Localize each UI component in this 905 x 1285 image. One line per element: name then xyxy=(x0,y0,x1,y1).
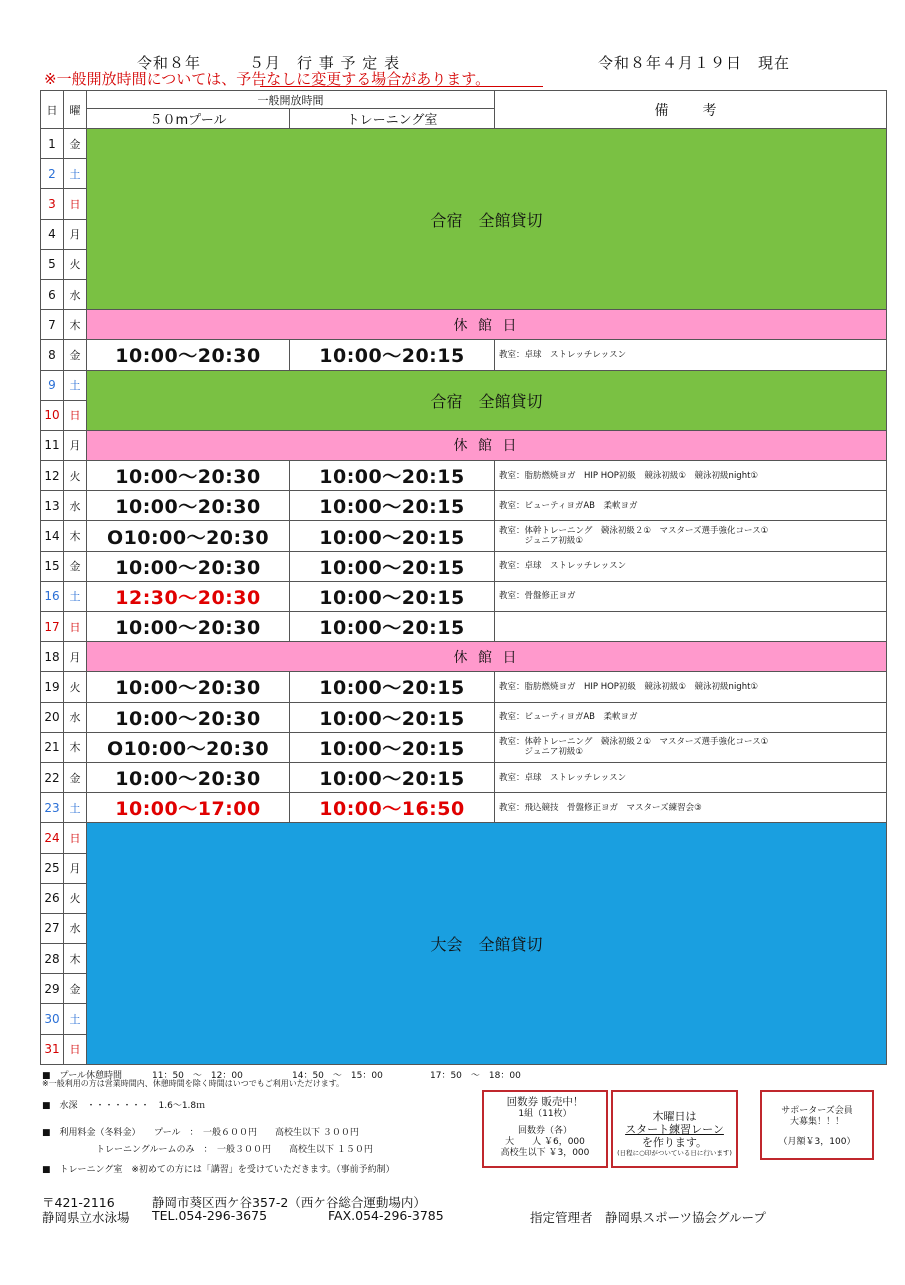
weekday: 金 xyxy=(64,340,87,370)
pool-hours: 10:00～20:30 xyxy=(87,612,290,642)
ticket-adult: 大 人 ￥6，000 xyxy=(505,1137,585,1147)
weekday: 日 xyxy=(64,189,87,219)
break-label: ■ プール休憩時間 xyxy=(42,1071,123,1081)
day-number: 1 xyxy=(41,129,64,159)
class-note: 教室：体幹トレーニング 競泳初級２① マスターズ選手強化コース① ジュニア初級① xyxy=(495,732,887,762)
pool-hours: O10:00～20:30 xyxy=(87,521,290,551)
ticket-label: 回数券（各） xyxy=(517,1126,572,1136)
day-number: 8 xyxy=(41,340,64,370)
manager: 指定管理者 静岡県スポーツ協会グループ xyxy=(530,1210,767,1225)
weekday: 日 xyxy=(64,823,87,853)
weekday: 木 xyxy=(64,944,87,974)
break-note: ※一般利用の方は営業時間内、休憩時間を除く時間はいつでもご利用いただけます。 xyxy=(42,1079,345,1088)
day-number: 16 xyxy=(41,581,64,611)
weekday: 木 xyxy=(64,310,87,340)
weekday: 月 xyxy=(64,853,87,883)
day-number: 5 xyxy=(41,249,64,279)
training-hours: 10:00～16:50 xyxy=(290,793,495,823)
training-note: ■ トレーニング室 ※初めての方には「講習」を受けていただきます。（事前予約制） xyxy=(42,1165,395,1175)
day-number: 18 xyxy=(41,642,64,672)
weekday: 日 xyxy=(64,612,87,642)
pool-hours: 10:00～17:00 xyxy=(87,793,290,823)
weekday: 火 xyxy=(64,883,87,913)
pool-hours: 10:00～20:30 xyxy=(87,672,290,702)
table-row xyxy=(41,551,887,581)
pool-hours: 10:00～20:30 xyxy=(87,340,290,370)
training-header: トレーニング室 xyxy=(290,109,495,129)
class-note: 教室：卓球 ストレッチレッスン xyxy=(495,340,887,370)
day-number: 6 xyxy=(41,279,64,309)
class-note: 教室：骨盤修正ヨガ xyxy=(495,581,887,611)
day-number: 2 xyxy=(41,159,64,189)
facility-name: 静岡県立水泳場 xyxy=(42,1210,130,1225)
weekday: 月 xyxy=(64,219,87,249)
ticket-student: 高校生以下 ￥3，000 xyxy=(500,1148,590,1158)
weekday: 木 xyxy=(64,521,87,551)
fee-pool: ■ 利用料金（冬料金） プール ： 一般６００円 高校生以下 ３００円 xyxy=(42,1128,359,1138)
class-note: 教室：飛込競技 骨盤修正ヨガ マスターズ練習会③ xyxy=(495,793,887,823)
day-number: 26 xyxy=(41,883,64,913)
day-number: 15 xyxy=(41,551,64,581)
day-number: 4 xyxy=(41,219,64,249)
tournament-block: 大会 全館貸切 xyxy=(87,823,887,1065)
page-title: 令和８年 ５月 行 事 予 定 表 xyxy=(137,54,401,72)
table-row xyxy=(41,491,887,521)
thursday-line-2: スタート練習レーン xyxy=(625,1123,724,1136)
day-number: 12 xyxy=(41,461,64,491)
table-row xyxy=(41,702,887,732)
weekday: 土 xyxy=(64,793,87,823)
weekday: 金 xyxy=(64,762,87,792)
pool-depth: ■ 水深 ・・・・・・・ 1.6～1.8ｍ xyxy=(42,1101,206,1111)
pool-hours: 10:00～20:30 xyxy=(87,551,290,581)
weekday: 火 xyxy=(64,249,87,279)
table-row xyxy=(41,823,887,853)
break-time-1: 11：50 ～ 12：00 xyxy=(152,1071,243,1081)
table-row xyxy=(41,732,887,762)
day-number: 28 xyxy=(41,944,64,974)
fax: FAX.054-296-3785 xyxy=(328,1208,444,1223)
supporter-box xyxy=(760,1090,874,1160)
training-hours: 10:00～20:15 xyxy=(290,732,495,762)
day-number: 21 xyxy=(41,732,64,762)
day-number: 22 xyxy=(41,762,64,792)
as-of-date: 令和８年４月１９日 現在 xyxy=(598,54,791,72)
day-number: 3 xyxy=(41,189,64,219)
class-note xyxy=(495,612,887,642)
table-row xyxy=(41,581,887,611)
pool-hours: 10:00～20:30 xyxy=(87,702,290,732)
ticket-sub: 1組（11枚） xyxy=(518,1109,572,1119)
table-row xyxy=(41,430,887,460)
supporter-line-3: （月額￥3，100） xyxy=(778,1137,856,1147)
break-time-3: 17：50 ～ 18：00 xyxy=(430,1071,521,1081)
thursday-line-1: 木曜日は xyxy=(652,1110,697,1123)
training-hours: 10:00～20:15 xyxy=(290,461,495,491)
closed-day-block: 休 館 日 xyxy=(87,310,887,340)
weekday: 月 xyxy=(64,430,87,460)
weekday: 火 xyxy=(64,461,87,491)
address: 静岡市葵区西ケ谷357-2（西ケ谷総合運動場内） xyxy=(152,1195,426,1210)
day-number: 27 xyxy=(41,913,64,943)
remarks-header: 備 考 xyxy=(495,91,887,129)
table-row xyxy=(41,370,887,400)
day-number: 24 xyxy=(41,823,64,853)
camp-block: 合宿 全館貸切 xyxy=(87,129,887,310)
training-hours: 10:00～20:15 xyxy=(290,762,495,792)
weekday: 土 xyxy=(64,581,87,611)
class-note: 教室：脂肪燃焼ヨガ HIP HOP初級 競泳初級① 競泳初級night① xyxy=(495,461,887,491)
weekday: 水 xyxy=(64,702,87,732)
weekday: 木 xyxy=(64,732,87,762)
pool-hours: 10:00～20:30 xyxy=(87,461,290,491)
training-hours: 10:00～20:15 xyxy=(290,491,495,521)
ticket-box xyxy=(482,1090,608,1168)
pool-hours: 10:00～20:30 xyxy=(87,762,290,792)
table-row xyxy=(41,793,887,823)
day-number: 7 xyxy=(41,310,64,340)
weekday: 月 xyxy=(64,642,87,672)
day-header: 日 xyxy=(41,91,64,129)
weekday: 日 xyxy=(64,400,87,430)
day-number: 23 xyxy=(41,793,64,823)
class-note: 教室：脂肪燃焼ヨガ HIP HOP初級 競泳初級① 競泳初級night① xyxy=(495,672,887,702)
weekday: 金 xyxy=(64,551,87,581)
day-number: 29 xyxy=(41,974,64,1004)
pool-hours: O10:00～20:30 xyxy=(87,732,290,762)
day-number: 25 xyxy=(41,853,64,883)
table-row xyxy=(41,762,887,792)
weekday: 日 xyxy=(64,1034,87,1064)
weekday: 土 xyxy=(64,370,87,400)
training-hours: 10:00～20:15 xyxy=(290,612,495,642)
table-row xyxy=(41,129,887,159)
weekday: 金 xyxy=(64,974,87,1004)
table-row xyxy=(41,340,887,370)
closed-day-block: 休 館 日 xyxy=(87,642,887,672)
class-note: 教室：卓球 ストレッチレッスン xyxy=(495,551,887,581)
weekday: 土 xyxy=(64,1004,87,1034)
table-row xyxy=(41,612,887,642)
weekday: 土 xyxy=(64,159,87,189)
day-number: 9 xyxy=(41,370,64,400)
table-row xyxy=(41,310,887,340)
schedule-table xyxy=(40,90,887,1065)
pool-hours: 10:00～20:30 xyxy=(87,491,290,521)
weekday: 水 xyxy=(64,279,87,309)
ticket-title: 回数券 販売中！ xyxy=(506,1096,584,1108)
training-hours: 10:00～20:15 xyxy=(290,581,495,611)
training-hours: 10:00～20:15 xyxy=(290,551,495,581)
weekday: 火 xyxy=(64,672,87,702)
day-number: 17 xyxy=(41,612,64,642)
weekday: 水 xyxy=(64,491,87,521)
class-note: 教室：ビューティヨガAB 柔軟ヨガ xyxy=(495,702,887,732)
training-hours: 10:00～20:15 xyxy=(290,702,495,732)
schedule-body xyxy=(41,91,887,1065)
day-number: 30 xyxy=(41,1004,64,1034)
training-hours: 10:00～20:15 xyxy=(290,672,495,702)
pool-header: ５０mプール xyxy=(87,109,290,129)
supporter-line-2: 大募集！！！ xyxy=(789,1117,844,1127)
weekday: 水 xyxy=(64,913,87,943)
postal-code: 〒421-2116 xyxy=(42,1195,115,1210)
fee-training: トレーニングルームのみ ： 一般３００円 高校生以下 １５０円 xyxy=(42,1145,373,1155)
weekday-header: 曜 xyxy=(64,91,87,129)
pool-hours: 12:30～20:30 xyxy=(87,581,290,611)
thursday-line-3: を作ります。 xyxy=(641,1136,708,1149)
day-number: 13 xyxy=(41,491,64,521)
weekday: 金 xyxy=(64,129,87,159)
training-hours: 10:00～20:15 xyxy=(290,340,495,370)
thursday-line-4: (日程に○印がついている日に行います) xyxy=(617,1149,732,1157)
class-note: 教室：体幹トレーニング 競泳初級２① マスターズ選手強化コース① ジュニア初級① xyxy=(495,521,887,551)
class-note: 教室：卓球 ストレッチレッスン xyxy=(495,762,887,792)
day-number: 19 xyxy=(41,672,64,702)
day-number: 11 xyxy=(41,430,64,460)
thursday-box xyxy=(611,1090,738,1168)
table-row xyxy=(41,521,887,551)
camp-block: 合宿 全館貸切 xyxy=(87,370,887,430)
closed-day-block: 休 館 日 xyxy=(87,430,887,460)
notice-underline xyxy=(260,86,543,87)
training-hours: 10:00～20:15 xyxy=(290,521,495,551)
day-number: 20 xyxy=(41,702,64,732)
day-number: 10 xyxy=(41,400,64,430)
open-hours-header: 一般開放時間 xyxy=(87,91,495,109)
day-number: 14 xyxy=(41,521,64,551)
table-row xyxy=(41,672,887,702)
phone: TEL.054-296-3675 xyxy=(152,1208,268,1223)
day-number: 31 xyxy=(41,1034,64,1064)
break-time-2: 14：50 ～ 15：00 xyxy=(292,1071,383,1081)
change-notice: ※一般開放時間については、予告なしに変更する場合があります。 xyxy=(44,70,491,88)
class-note: 教室：ビューティヨガAB 柔軟ヨガ xyxy=(495,491,887,521)
supporter-line-1: サポーターズ会員 xyxy=(781,1106,853,1116)
table-row xyxy=(41,461,887,491)
table-row xyxy=(41,642,887,672)
